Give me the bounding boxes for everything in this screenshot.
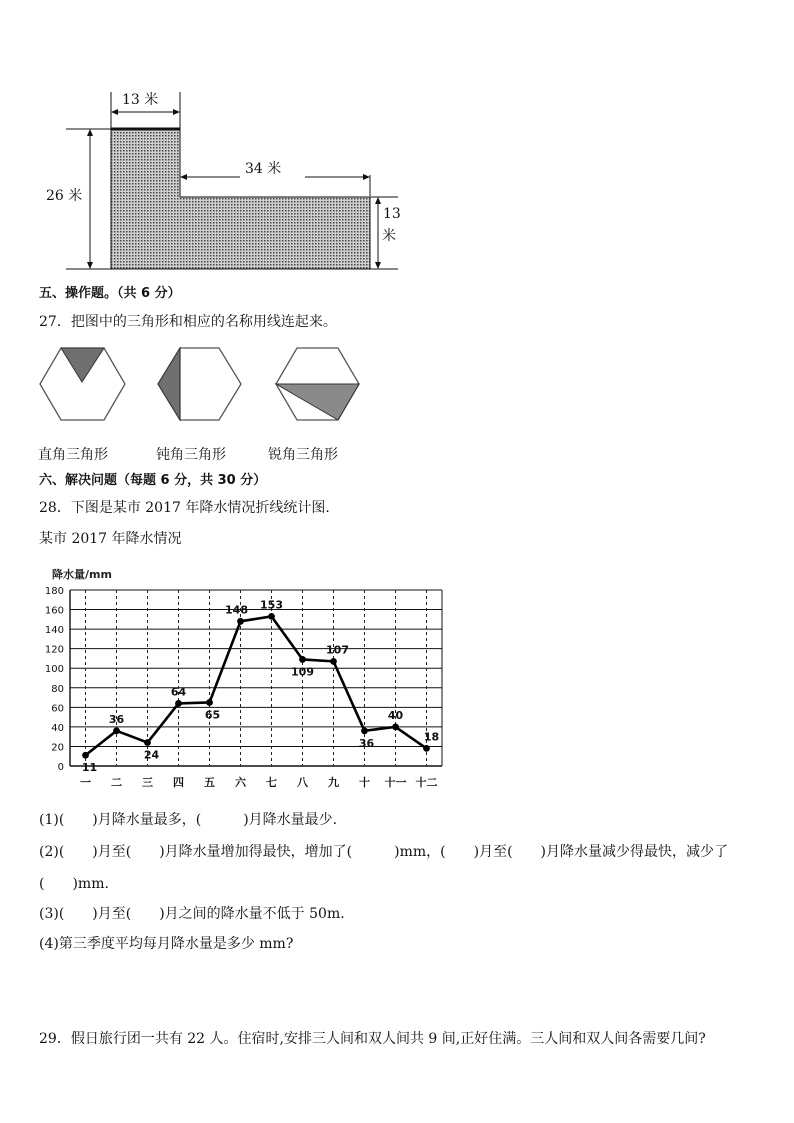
data-point xyxy=(237,618,244,625)
data-point xyxy=(206,699,213,706)
x-tick-label: 五 xyxy=(204,776,215,789)
data-label: 24 xyxy=(143,748,160,762)
data-label: 11 xyxy=(81,761,98,775)
q28-part-2: (2)( )月至( )月降水量增加得最快，增加了( )mm，( )月至( )月降水量减少得最快，减少了 xyxy=(39,844,728,860)
data-label: 107 xyxy=(326,643,349,657)
chart-caption: 某市 2017 年降水情况 xyxy=(39,531,182,547)
data-point xyxy=(392,723,399,730)
chart-y-axis-label: 降水量/mm xyxy=(52,568,112,581)
l-shape-figure xyxy=(0,0,794,285)
x-tick-label: 六 xyxy=(235,776,246,789)
series-line xyxy=(86,616,427,755)
dim-top-width: 13 米 xyxy=(122,92,159,108)
question-27: 27．把图中的三角形和相应的名称用线连起来。 xyxy=(39,314,337,330)
y-tick-label: 140 xyxy=(44,625,64,637)
hexagon-figures xyxy=(0,340,794,430)
data-label: 148 xyxy=(225,603,248,617)
x-tick-label: 十二 xyxy=(415,776,438,789)
data-label: 40 xyxy=(387,708,404,722)
data-label: 109 xyxy=(291,665,314,679)
q28-part-3: (3)( )月至( )月之间的降水量不低于 50m. xyxy=(39,906,345,922)
hexagon-right-triangle xyxy=(40,348,125,420)
x-tick-label: 十一 xyxy=(384,776,407,789)
y-tick-label: 20 xyxy=(51,742,64,754)
x-tick-label: 四 xyxy=(173,776,184,789)
data-point xyxy=(175,700,182,707)
y-tick-label: 160 xyxy=(44,605,64,617)
dim-bottom-width: 34 米 xyxy=(245,161,282,177)
data-point xyxy=(299,656,306,663)
q28-part-1: (1)( )月降水量最多，( )月降水量最少. xyxy=(39,812,338,828)
y-tick-label: 100 xyxy=(44,664,64,676)
data-point xyxy=(113,727,120,734)
rainfall-line-chart xyxy=(0,560,470,795)
y-tick-label: 60 xyxy=(51,703,64,715)
section6-heading: 六、解决问题（每题 6 分，共 30 分） xyxy=(39,473,267,488)
y-tick-label: 80 xyxy=(51,683,64,695)
y-tick-label: 40 xyxy=(51,722,64,734)
data-point xyxy=(423,745,430,752)
y-tick-label: 120 xyxy=(44,644,64,656)
hexagon-acute-triangle xyxy=(276,348,359,420)
q28-part-2-cont: ( )mm. xyxy=(39,876,109,892)
q28-part-4: (4)第三季度平均每月降水量是多少 mm? xyxy=(39,936,294,952)
data-point xyxy=(361,727,368,734)
data-label: 64 xyxy=(170,685,187,699)
x-tick-label: 十 xyxy=(359,776,370,789)
x-tick-label: 一 xyxy=(80,776,91,789)
data-label: 36 xyxy=(358,736,375,750)
hexagon-obtuse-triangle xyxy=(158,348,241,420)
dim-right-height-num: 13 xyxy=(383,206,401,222)
x-tick-label: 二 xyxy=(111,776,122,789)
l-shape-region xyxy=(111,129,370,269)
data-label: 18 xyxy=(423,730,440,744)
data-point xyxy=(144,739,151,746)
question-29: 29．假日旅行团一共有 22 人。住宿时,安排三人间和双人间共 9 间,正好住满。三人间和双人间各需要几间? xyxy=(39,1031,706,1047)
y-tick-label: 180 xyxy=(44,586,64,597)
data-label: 65 xyxy=(204,708,221,722)
data-point xyxy=(330,658,337,665)
y-tick-label: 0 xyxy=(57,762,64,773)
x-tick-label: 七 xyxy=(266,776,277,789)
dim-left-height: 26 米 xyxy=(46,188,83,204)
label-acute-triangle: 锐角三角形 xyxy=(268,447,338,463)
data-point xyxy=(268,613,275,620)
question-28: 28．下图是某市 2017 年降水情况折线统计图. xyxy=(39,500,330,516)
section5-heading: 五、操作题。（共 6 分） xyxy=(39,286,181,301)
data-point xyxy=(82,752,89,759)
x-tick-label: 三 xyxy=(142,776,153,789)
x-tick-label: 九 xyxy=(328,776,339,789)
dim-right-height-unit: 米 xyxy=(382,228,396,244)
label-right-triangle: 直角三角形 xyxy=(38,447,108,463)
data-label: 153 xyxy=(260,598,283,612)
x-tick-label: 八 xyxy=(297,776,308,789)
label-obtuse-triangle: 钝角三角形 xyxy=(156,447,226,463)
data-label: 36 xyxy=(108,712,125,726)
